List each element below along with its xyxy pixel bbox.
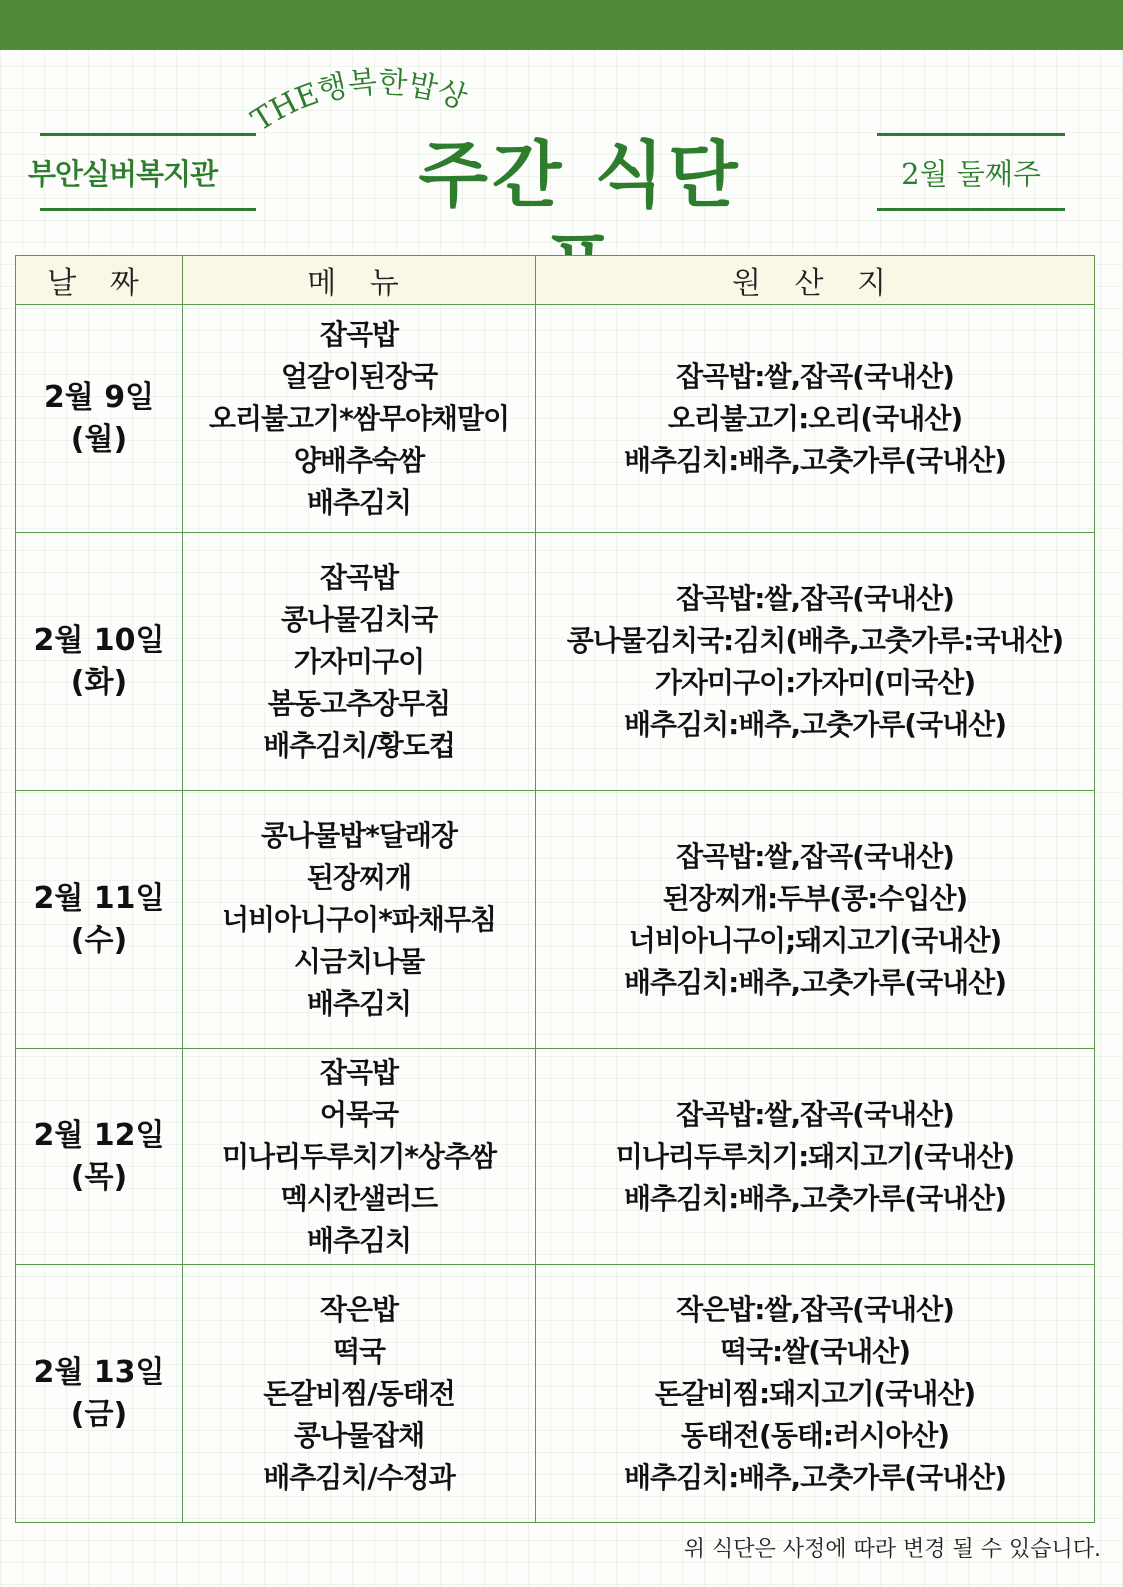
menu-cell (183, 533, 536, 791)
program-name: THE행복한밥상 (245, 64, 472, 139)
origin-item: 동태전(동태:러시아산) (680, 1418, 950, 1452)
menu-item: 콩나물김치국 (280, 602, 438, 636)
origin-item: 잡곡밥:쌀,잡곡(국내산) (676, 581, 954, 615)
menu-item: 콩나물밥*달래장 (261, 818, 457, 852)
weekday-label: (수) (70, 922, 128, 958)
origin-item: 배추김치:배추,고춧가루(국내산) (623, 1181, 1007, 1215)
menu-item: 시금치나물 (293, 944, 425, 978)
table-row (16, 533, 1095, 791)
origin-item: 잡곡밥:쌀,잡곡(국내산) (676, 1097, 954, 1131)
date-label: 2월 9일 (43, 379, 155, 415)
date-label: 2월 13일 (33, 1354, 165, 1390)
origin-item: 배추김치:배추,고춧가루(국내산) (623, 1460, 1007, 1494)
origin-item: 미나리두루치기:돼지고기(국내산) (615, 1139, 1015, 1173)
date-label: 2월 11일 (33, 880, 165, 916)
origin-item: 작은밥:쌀,잡곡(국내산) (676, 1292, 954, 1326)
weekday-label: (화) (70, 664, 128, 700)
table-row (16, 1265, 1095, 1523)
org-name: 부안실버복지관 (28, 156, 218, 191)
menu-item: 멕시칸샐러드 (280, 1181, 438, 1215)
page-title: 주간 식단 (418, 133, 742, 217)
date-label: 2월 12일 (33, 1117, 165, 1153)
menu-item: 작은밥 (319, 1292, 399, 1326)
week-box (877, 133, 1065, 211)
origin-item: 오리불고기:오리(국내산) (667, 401, 963, 435)
menu-item: 배추김치 (306, 986, 412, 1020)
origin-cell (536, 1265, 1095, 1523)
origin-item: 돈갈비찜:돼지고기(국내산) (654, 1376, 976, 1410)
menu-item: 가자미구이 (293, 644, 425, 678)
svg-text:THE행복한밥상 (246, 65, 472, 139)
date-cell (16, 1049, 183, 1265)
menu-item: 된장찌개 (306, 860, 412, 894)
weekday-label: (목) (70, 1159, 128, 1195)
origin-item: 배추김치:배추,고춧가루(국내산) (623, 443, 1007, 477)
menu-item: 봄동고추장무침 (267, 686, 451, 720)
menu-item: 얼갈이된장국 (280, 359, 438, 393)
footnote: 위 식단은 사정에 따라 변경 될 수 있습니다. (683, 1537, 1101, 1562)
week-label: 2월 둘째주 (901, 156, 1041, 191)
menu-item: 배추김치 (306, 1223, 412, 1257)
menu-cell (183, 1265, 536, 1523)
table-body (16, 305, 1095, 1523)
menu-cell (183, 305, 536, 533)
origin-item: 떡국:쌀(국내산) (719, 1334, 911, 1368)
menu-item: 떡국 (332, 1334, 386, 1368)
menu-item: 잡곡밥 (319, 1055, 399, 1089)
origin-item: 된장찌개:두부(콩:수입산) (662, 881, 968, 915)
date-cell (16, 305, 183, 533)
menu-item: 잡곡밥 (319, 560, 399, 594)
origin-item: 배추김치:배추,고춧가루(국내산) (623, 965, 1007, 999)
menu-item: 미나리두루치기*상추쌈 (221, 1139, 497, 1173)
column-header-date: 날 짜 (16, 256, 183, 305)
top-bar (0, 0, 1123, 50)
menu-item: 양배추숙쌈 (293, 443, 425, 477)
column-header-menu: 메 뉴 (183, 256, 536, 305)
origin-cell (536, 791, 1095, 1049)
weekday-label: (월) (70, 421, 128, 457)
date-label: 2월 10일 (33, 622, 165, 658)
org-name-box (28, 133, 256, 211)
origin-item: 잡곡밥:쌀,잡곡(국내산) (676, 359, 954, 393)
table-row (16, 791, 1095, 1049)
menu-cell (183, 1049, 536, 1265)
menu-item: 배추김치 (306, 485, 412, 519)
menu-item: 배추김치/수정과 (263, 1460, 455, 1494)
menu-item: 오리불고기*쌈무야채말이 (208, 401, 510, 435)
table-row (16, 305, 1095, 533)
menu-table (15, 255, 1095, 1523)
menu-item: 너비아니구이*파채무침 (221, 902, 497, 936)
menu-item: 어묵국 (319, 1097, 399, 1131)
table-row (16, 1049, 1095, 1265)
origin-cell (536, 1049, 1095, 1265)
origin-item: 배추김치:배추,고춧가루(국내산) (623, 707, 1007, 741)
menu-item: 잡곡밥 (319, 317, 399, 351)
origin-item: 잡곡밥:쌀,잡곡(국내산) (676, 839, 954, 873)
date-cell (16, 1265, 183, 1523)
origin-cell (536, 305, 1095, 533)
origin-item: 콩나물김치국:김치(배추,고춧가루:국내산) (566, 623, 1064, 657)
date-cell (16, 791, 183, 1049)
column-header-origin: 원 산 지 (536, 256, 1095, 305)
origin-cell (536, 533, 1095, 791)
origin-item: 너비아니구이;돼지고기(국내산) (628, 923, 1002, 957)
menu-item: 돈갈비찜/동태전 (263, 1376, 455, 1410)
date-cell (16, 533, 183, 791)
menu-item: 콩나물잡채 (293, 1418, 425, 1452)
menu-item: 배추김치/황도컵 (263, 728, 455, 762)
menu-cell (183, 791, 536, 1049)
origin-item: 가자미구이:가자미(미국산) (654, 665, 976, 699)
table-header-row (16, 256, 1095, 305)
weekday-label: (금) (70, 1396, 128, 1432)
